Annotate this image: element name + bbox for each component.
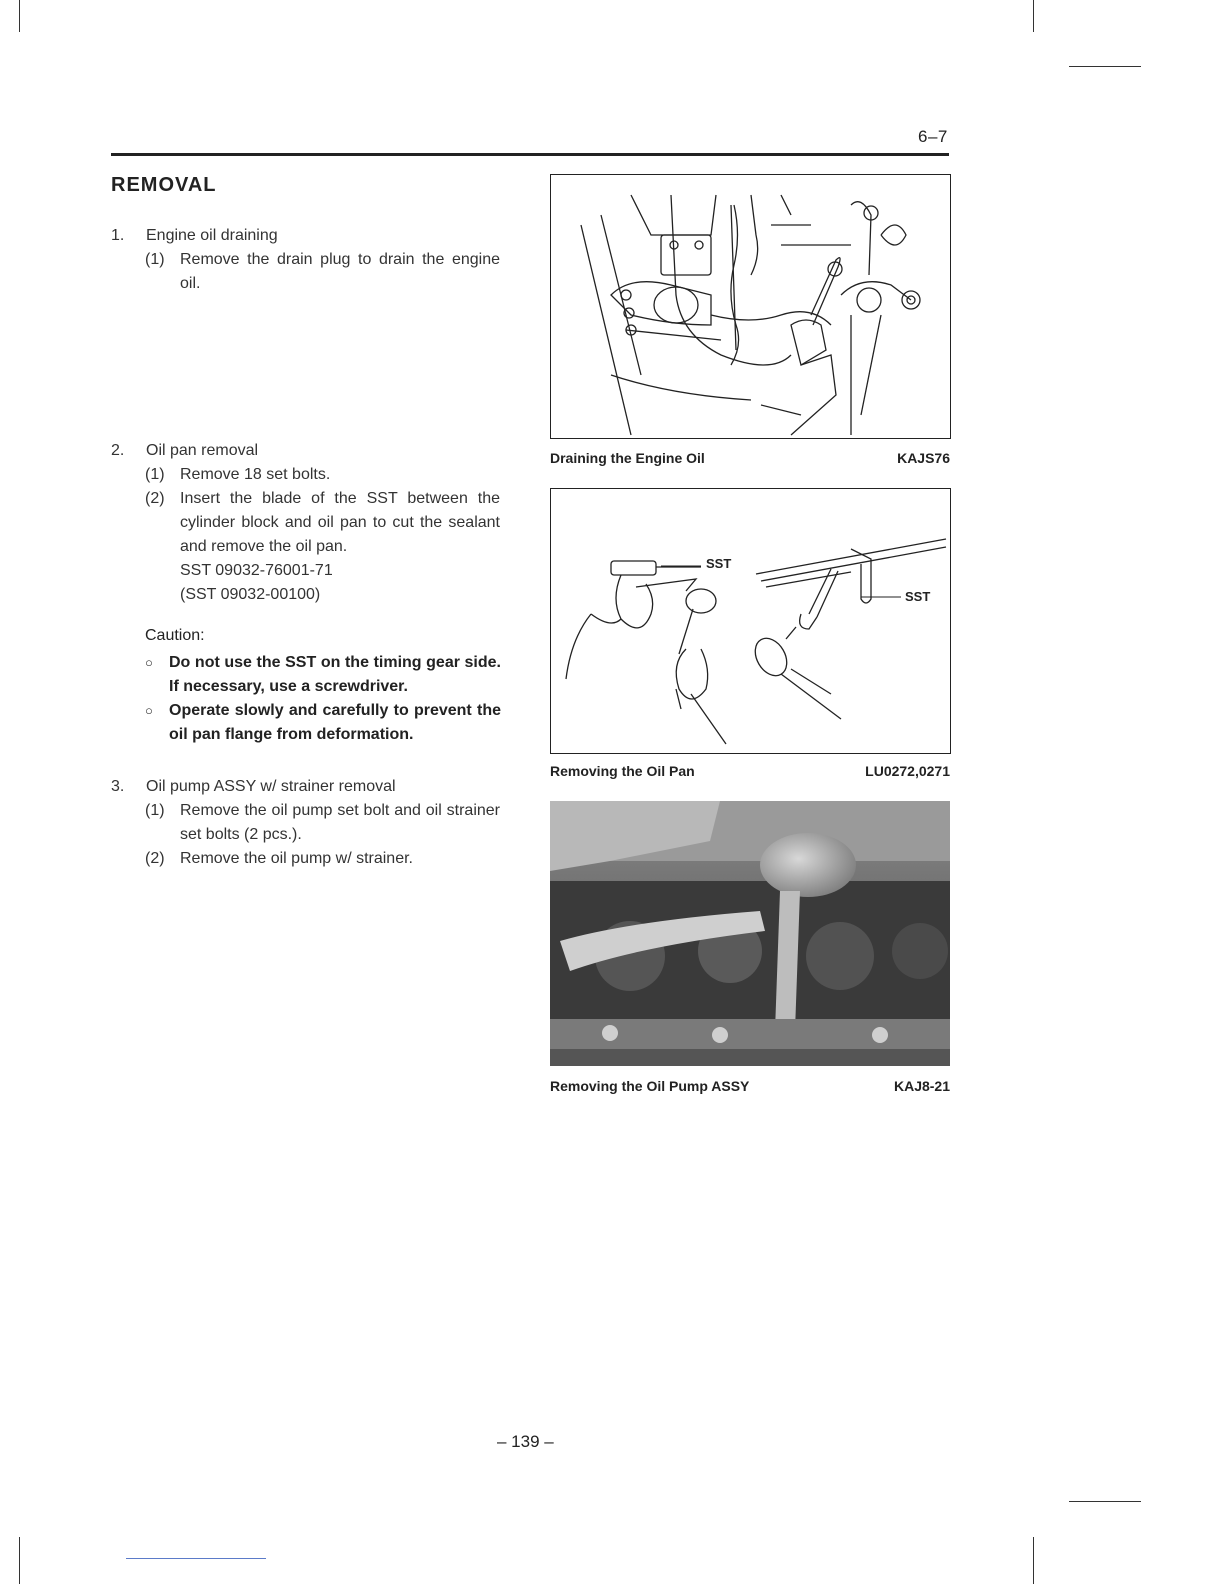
- substep-number: (2): [145, 850, 165, 867]
- step-number: 3.: [111, 778, 125, 795]
- substep-text: Remove the oil pump set bolt and oil strainer set bolts (2 pcs.).: [180, 802, 500, 843]
- sst-number-secondary: (SST 09032-00100): [180, 586, 321, 603]
- step-title: Oil pump ASSY w/ strainer removal: [146, 778, 396, 795]
- page-reference: 6–7: [918, 127, 948, 146]
- sst-number-primary: SST 09032-76001-71: [180, 562, 333, 579]
- substep-number: (2): [145, 490, 165, 507]
- caption-title: Draining the Engine Oil: [550, 450, 705, 466]
- caution-text: Operate slowly and carefully to prevent the oil pan flange from deformation.: [169, 702, 501, 743]
- substep-number: (1): [145, 251, 165, 268]
- caption-title: Removing the Oil Pan: [550, 763, 695, 779]
- figure-removing-oil-pan: [550, 488, 951, 754]
- caution-title: Caution:: [145, 627, 205, 644]
- substep-number: (1): [145, 466, 165, 483]
- step-title: Oil pan removal: [146, 442, 259, 459]
- substep-text: Remove the oil pump w/ strainer.: [180, 850, 413, 867]
- caption-code: KAJS76: [897, 450, 950, 466]
- caption-code: KAJ8-21: [893, 1078, 950, 1094]
- oil-pump-photo: [550, 801, 950, 1066]
- crop-mark-bottom-line: [126, 1558, 266, 1559]
- substep-number: (1): [145, 802, 165, 819]
- crop-mark-top-right: [1033, 0, 1034, 32]
- sst-label-right: SST: [905, 589, 931, 604]
- caution-text: Do not use the SST on the timing gear side. If necessary, use a screwdriver.: [169, 654, 501, 695]
- oil-pan-removal-illustration: [551, 489, 950, 753]
- substep-text: Insert the blade of the SST between the cylinder block and oil pan to cut the sealant and remove the oil pan.: [180, 490, 500, 555]
- caption-code: LU0272,0271: [865, 763, 950, 779]
- step-title: Engine oil draining: [146, 227, 278, 244]
- crop-mark-bottom-left: [19, 1537, 20, 1584]
- caption-title: Removing the Oil Pump ASSY: [550, 1078, 750, 1094]
- substep-text: Remove 18 set bolts.: [180, 466, 331, 483]
- sst-label-left: SST: [706, 556, 732, 571]
- figure-removing-oil-pump: [550, 801, 949, 1066]
- crop-mark-top-left: [19, 0, 20, 32]
- figure-draining-engine-oil: [550, 174, 951, 439]
- section-title: REMOVAL: [111, 174, 217, 196]
- step-number: 1.: [111, 227, 125, 244]
- crop-mark-right-bottom: [1069, 1501, 1141, 1502]
- step-number: 2.: [111, 442, 125, 459]
- page-footer-number: – 139 –: [497, 1432, 554, 1451]
- crop-mark-bottom-right: [1033, 1537, 1034, 1584]
- bullet-circle-icon: ○: [145, 703, 153, 718]
- substep-text: Remove the drain plug to drain the engine oil.: [180, 251, 500, 292]
- crop-mark-right-top: [1069, 66, 1141, 67]
- engine-drain-illustration: [551, 175, 950, 438]
- header-rule: [111, 153, 949, 156]
- bullet-circle-icon: ○: [145, 655, 153, 670]
